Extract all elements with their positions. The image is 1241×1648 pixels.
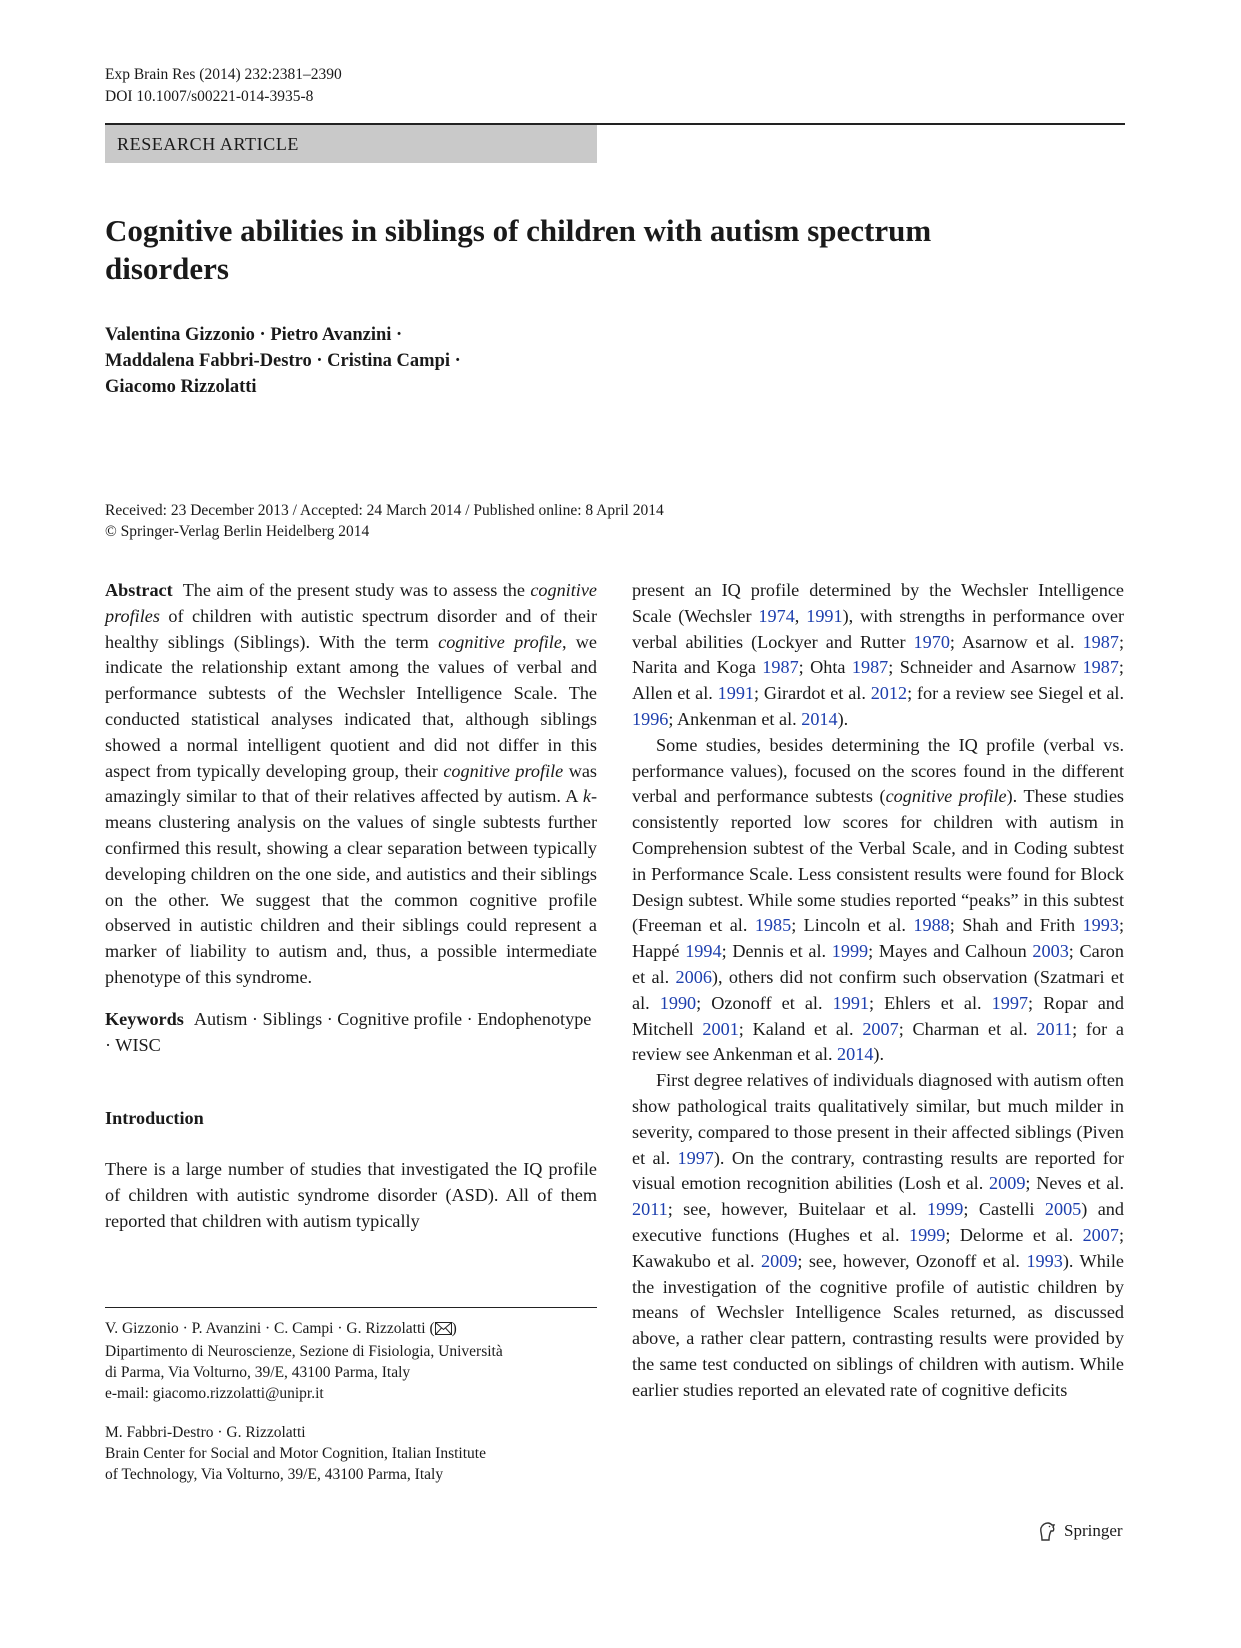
affiliation-1 — [105, 1318, 597, 1404]
citation-link[interactable]: 2009 — [989, 1173, 1026, 1194]
paragraph-text: , — [794, 605, 807, 626]
abstract-text: , we indicate the relationship extant among the values of verbal and performance subtests of the Wechsler Intelligence Scale. The conducted statistical analyses indicated that, although siblings showed a normal intelligent quotient and did not differ in this aspect from typically developing group, their — [105, 631, 597, 781]
affiliation-2 — [105, 1422, 597, 1485]
introduction-paragraph: There is a large number of studies that investigated the IQ profile of children with autistic syndrome disorder (ASD). All of them reported that children with autism typically — [105, 1159, 597, 1231]
body-paragraph — [632, 1068, 1124, 1403]
citation-link[interactable]: 1987 — [1082, 657, 1119, 678]
citation-link[interactable]: 1991 — [832, 992, 869, 1013]
paragraph-text: present an IQ profile determined by the Wechsler Intelligence Scale (Wechsler — [632, 580, 1124, 626]
journal-header — [105, 64, 342, 108]
paragraph-text: ; Charman et al. — [898, 1018, 1037, 1039]
citation-link[interactable]: 1996 — [632, 708, 669, 729]
paragraph-text: ; Schneider and Asarnow — [888, 657, 1083, 678]
abstract-text: was amazingly similar to that of their relatives affected by autism. A — [105, 760, 597, 807]
paragraph-text: ; Caron et al. — [632, 941, 1124, 987]
paragraph-text: ; Ehlers et al. — [869, 992, 992, 1013]
paragraph-text: Some studies, besides determining the IQ profile (verbal vs. performance values), focused on the scores found in the different verbal and performance subtests ( — [632, 734, 1124, 807]
author-line: Maddalena Fabbri-Destro · Cristina Campi · — [105, 351, 461, 371]
affiliation-authors-text: ) — [451, 1320, 457, 1337]
paragraph-text: ; for a review see Ankenman et al. — [632, 1018, 1124, 1065]
citation-link[interactable]: 1997 — [677, 1147, 714, 1168]
citation-link[interactable]: 1987 — [1082, 631, 1119, 652]
citation-link[interactable]: 2001 — [702, 1018, 739, 1039]
springer-horse-icon — [1036, 1520, 1058, 1542]
article-title: Cognitive abilities in siblings of children with autism spectrum disorders — [105, 213, 932, 286]
body-paragraph — [632, 733, 1124, 1068]
citation-link[interactable]: 1970 — [913, 631, 950, 652]
citation-link[interactable]: 2014 — [801, 708, 838, 729]
paragraph-text: ; Ankenman et al. — [668, 708, 802, 729]
abstract — [105, 578, 597, 991]
citation-link[interactable]: 1985 — [754, 915, 792, 936]
paragraph-text: First degree relatives of individuals diagnosed with autism often show pathological traits qualitatively similar, but much milder in severity, compared to those present in their affected siblings (Piven et al. — [632, 1070, 1124, 1168]
keywords-label: Keywords — [105, 1008, 184, 1029]
paragraph-text: ; Delorme et al. — [945, 1224, 1083, 1245]
paragraph-text: ; Neves et al. — [1025, 1173, 1124, 1194]
paragraph-text: ), others did not confirm such observation (Szatmari et al. — [632, 966, 1124, 1013]
citation-link[interactable]: 2014 — [837, 1044, 874, 1065]
citation-link[interactable]: 1999 — [908, 1224, 946, 1245]
citation-link[interactable]: 1987 — [851, 657, 889, 678]
author-line: Giacomo Rizzolatti — [105, 377, 257, 397]
affiliation-authors — [105, 1318, 597, 1341]
publication-history — [105, 500, 664, 542]
citation-link[interactable]: 2007 — [862, 1018, 899, 1039]
affiliation-line: of Technology, Via Volturno, 39/E, 43100 Parma, Italy — [105, 1466, 444, 1483]
paragraph-text: ). These studies consistently reported low scores for children with autism in Comprehension subtest of the Verbal Scale, and in Coding subtest in Performance Scale. Less consistent results were found for Block Design subtest. While some studies reported “peaks” in this subtest (Freeman et al. — [632, 786, 1124, 936]
citation-link[interactable]: 1991 — [717, 683, 754, 704]
citation-link[interactable]: 2011 — [632, 1199, 668, 1220]
citation-link[interactable]: 1993 — [1026, 1250, 1063, 1271]
citation-link[interactable]: 2009 — [760, 1250, 798, 1271]
author-list — [105, 322, 461, 400]
abstract-label: Abstract — [105, 580, 173, 600]
paragraph-text: ; Ropar and Mitchell — [632, 992, 1124, 1039]
body-paragraph — [632, 578, 1124, 733]
abstract-text: -means clustering analysis on the values of single subtests further confirmed this result, showing a clear separation between typically developing children on the one side, and autistics and their siblings on the other. We suggest that the common cognitive profile observed in autistic children and their siblings could represent a marker of liability to autism and, thus, a possible intermediate phenotype of this syndrome. — [105, 786, 597, 987]
paragraph-text: ). While the investigation of the cognitive profile of autistic children by means of Wechsler Intelligence Scales returned, as discussed above, a rather clear pattern, contrasting results were provided by the same test conducted on siblings of children with autism. While earlier studies reported an elevated rate of cognitive deficits — [632, 1250, 1124, 1400]
emphasis-text: cognitive profile — [885, 786, 1007, 807]
citation-link[interactable]: 1988 — [913, 915, 950, 936]
affiliation-line: Brain Center for Social and Motor Cognition, Italian Institute — [105, 1445, 486, 1462]
author-line: Valentina Gizzonio · Pietro Avanzini · — [105, 325, 403, 345]
citation-link[interactable]: 1974 — [758, 605, 795, 626]
citation-link[interactable]: 2006 — [675, 966, 712, 987]
paragraph-text: ; Kawakubo et al. — [632, 1224, 1124, 1271]
paragraph-text: ; Dennis et al. — [721, 941, 832, 962]
abstract-text: of children with autistic spectrum disorder and of their healthy siblings (Siblings). With the term — [105, 605, 597, 652]
affiliation-authors: M. Fabbri-Destro · G. Rizzolatti — [105, 1424, 306, 1441]
abstract-emphasis: cognitive profile — [438, 631, 562, 652]
paragraph-text: ; Narita and Koga — [632, 631, 1124, 678]
citation-link[interactable]: 2003 — [1032, 941, 1069, 962]
contact-email[interactable]: e-mail: giacomo.rizzolatti@unipr.it — [105, 1385, 324, 1402]
paragraph-text: ). — [873, 1044, 885, 1065]
right-column — [632, 578, 1124, 1404]
paragraph-text: ; Allen et al. — [632, 657, 1124, 704]
paragraph-text: ; see, however, Buitelaar et al. — [667, 1199, 928, 1220]
paragraph-text: ; Shah and Frith — [949, 915, 1083, 936]
paragraph-text: ; Happé — [632, 915, 1125, 962]
journal-doi: DOI 10.1007/s00221-014-3935-8 — [105, 88, 314, 105]
citation-link[interactable]: 1990 — [659, 992, 697, 1013]
paragraph-text: ; Asarnow et al. — [949, 631, 1083, 652]
citation-link[interactable]: 2012 — [870, 683, 908, 704]
citation-link[interactable]: 1999 — [927, 1199, 964, 1220]
envelope-icon — [435, 1320, 452, 1341]
citation-link[interactable]: 2005 — [1044, 1199, 1082, 1220]
paragraph-text: ; Ozonoff et al. — [696, 992, 833, 1013]
publisher-logo — [1036, 1520, 1123, 1542]
footnote-rule — [105, 1307, 597, 1308]
paragraph-text: ; Lincoln et al. — [791, 915, 914, 936]
affiliation-authors-text: V. Gizzonio · P. Avanzini · C. Campi · G. Rizzolatti ( — [105, 1320, 435, 1337]
paragraph-text: ; Kaland et al. — [738, 1018, 863, 1039]
paragraph-text: ; Ohta — [798, 657, 852, 678]
abstract-emphasis: cognitive profile — [443, 760, 564, 781]
keywords-text: Autism · Siblings · Cognitive profile · Endophenotype · WISC — [105, 1008, 592, 1055]
paragraph-text: ; Castelli — [963, 1199, 1045, 1220]
citation-link[interactable]: 2011 — [1036, 1018, 1073, 1039]
affiliation-line: di Parma, Via Volturno, 39/E, 43100 Parma, Italy — [105, 1364, 411, 1381]
paragraph-text: ). — [837, 708, 849, 729]
history-dates: Received: 23 December 2013 / Accepted: 24 March 2014 / Published online: 8 April 2014 — [105, 502, 664, 519]
abstract-text: The aim of the present study was to assess the — [182, 580, 531, 600]
citation-link[interactable]: 1997 — [991, 992, 1029, 1013]
paragraph-text: ), with strengths in performance over verbal abilities (Lockyer and Rutter — [632, 605, 1124, 652]
citation-link[interactable]: 2007 — [1082, 1224, 1119, 1245]
introduction-heading: Introduction — [105, 1108, 204, 1129]
publisher-name: Springer — [1064, 1521, 1123, 1540]
affiliation-line: Dipartimento di Neuroscienze, Sezione di Fisiologia, Università — [105, 1343, 503, 1360]
paragraph-text: ; see, however, Ozonoff et al. — [797, 1250, 1027, 1271]
citation-link[interactable]: 1993 — [1082, 915, 1119, 936]
section-label: RESEARCH ARTICLE — [105, 125, 597, 163]
left-column — [105, 578, 597, 1235]
copyright-notice: © Springer-Verlag Berlin Heidelberg 2014 — [105, 523, 370, 540]
abstract-emphasis: k — [582, 786, 591, 807]
paragraph-text: ). On the contrary, contrasting results are reported for visual emotion recognition abilities (Losh et al. — [632, 1147, 1124, 1194]
citation-link[interactable]: 1994 — [685, 941, 722, 962]
abstract-emphasis: cognitive profiles — [105, 580, 597, 626]
journal-citation: Exp Brain Res (2014) 232:2381–2390 — [105, 66, 342, 83]
citation-link[interactable]: 1991 — [806, 605, 843, 626]
keywords — [105, 1007, 597, 1059]
paragraph-text: ; Mayes and Calhoun — [868, 941, 1033, 962]
paragraph-text: ) and executive functions (Hughes et al. — [632, 1199, 1124, 1245]
paragraph-text: ; Girardot et al. — [754, 683, 871, 704]
paragraph-text: ; for a review see Siegel et al. — [907, 683, 1124, 704]
citation-link[interactable]: 1999 — [831, 941, 869, 962]
citation-link[interactable]: 1987 — [762, 657, 799, 678]
